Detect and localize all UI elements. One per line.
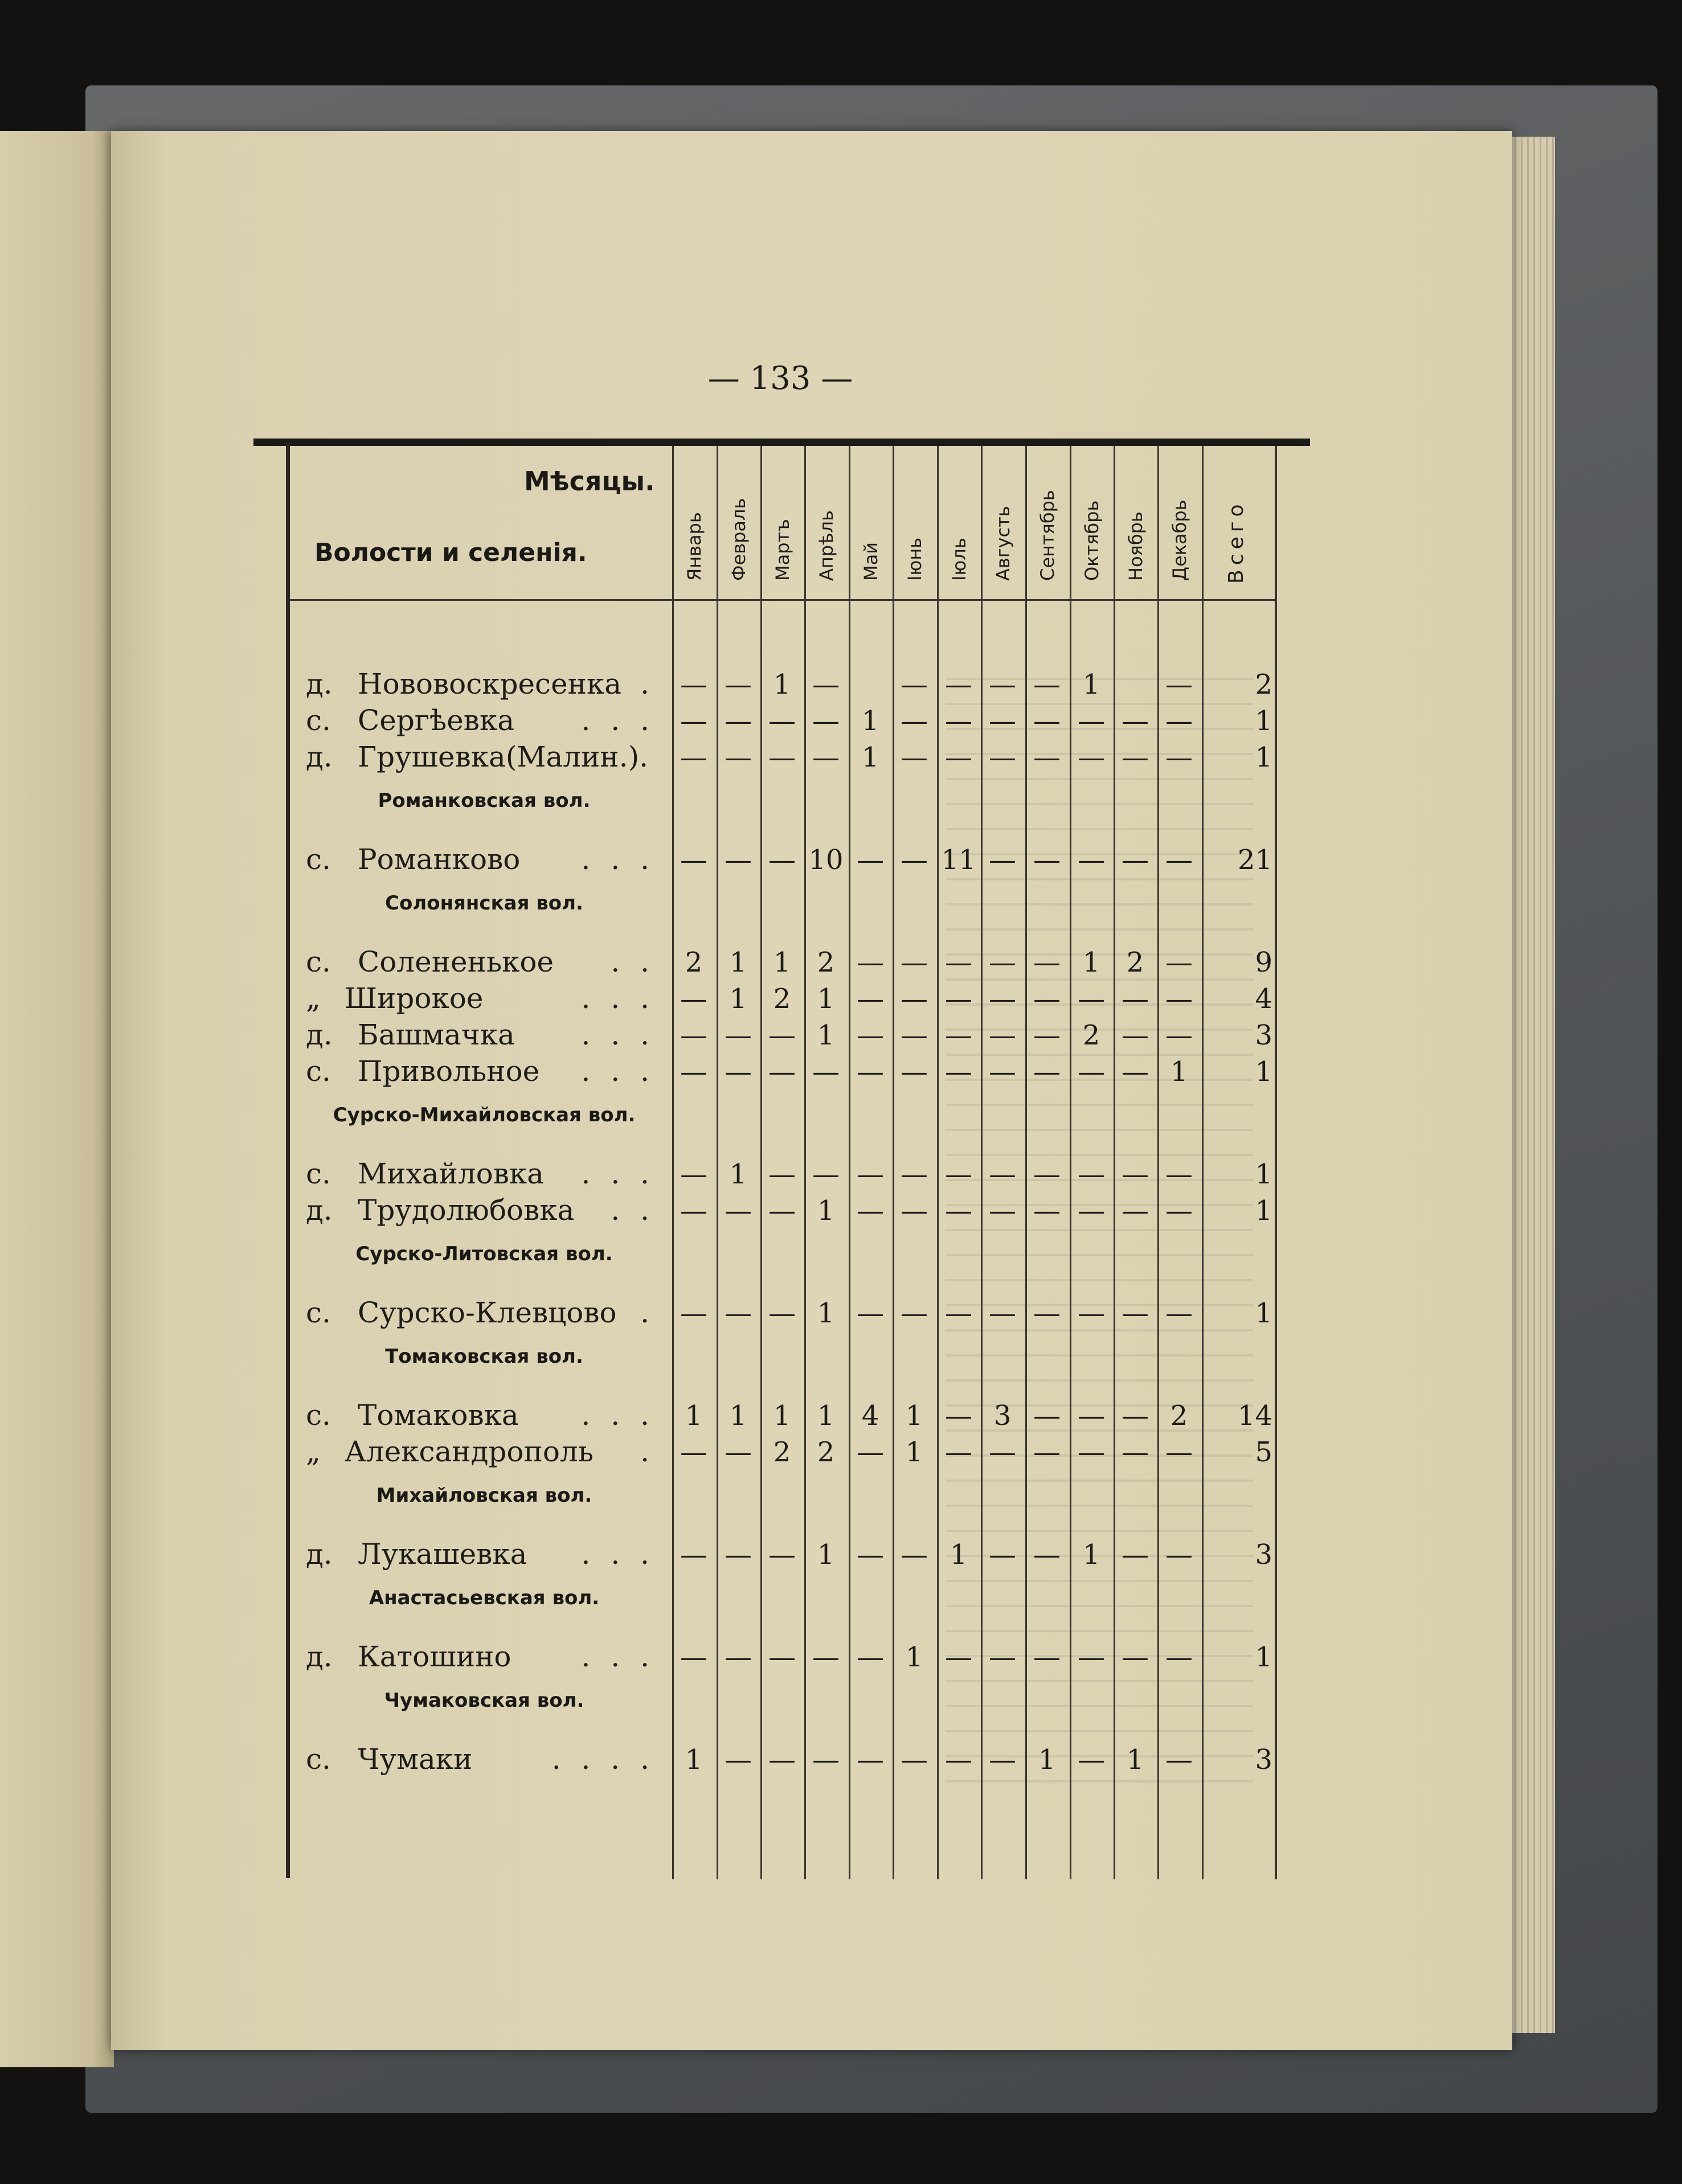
month-cell: — xyxy=(1078,1297,1105,1329)
month-cell: — xyxy=(857,983,884,1015)
month-cell: — xyxy=(857,1056,884,1088)
month-cell: 2 xyxy=(817,1436,835,1468)
row-total: 1 xyxy=(1255,741,1272,773)
village-prefix: с. xyxy=(306,843,331,876)
leader-dots: . . . xyxy=(581,982,655,1015)
page-number: — 133 — xyxy=(707,360,853,397)
month-cell: — xyxy=(768,1158,796,1190)
month-cell: — xyxy=(945,983,972,1015)
month-cell: 11 xyxy=(941,844,976,876)
month-cell: — xyxy=(1122,1400,1149,1432)
month-cell: — xyxy=(768,1539,796,1571)
month-cell: 1 xyxy=(1038,1744,1056,1776)
month-cell: — xyxy=(1033,983,1061,1015)
month-cell: 1 xyxy=(817,983,835,1015)
month-cell: — xyxy=(1165,1744,1193,1776)
month-cell: — xyxy=(901,1539,928,1571)
month-cell: — xyxy=(1033,1158,1061,1190)
month-cell: — xyxy=(989,669,1016,700)
month-cell: — xyxy=(989,1539,1016,1571)
month-cell: 1 xyxy=(817,1019,835,1051)
village-name: Михайловка xyxy=(358,1157,544,1190)
month-cell: — xyxy=(901,946,928,978)
month-cell: 1 xyxy=(773,946,791,978)
month-cell: — xyxy=(945,1297,972,1329)
leader-dots: . . . xyxy=(581,1538,655,1571)
village-name: Сергѣевка xyxy=(358,704,514,737)
row-total: 2 xyxy=(1255,669,1272,700)
month-cell: — xyxy=(768,1297,796,1329)
month-cell: — xyxy=(725,1436,752,1468)
month-cell: — xyxy=(725,741,752,773)
month-header: Іюнь xyxy=(904,537,926,581)
month-cell: — xyxy=(680,741,707,773)
month-cell: — xyxy=(1078,1056,1105,1088)
leader-dots: . . . xyxy=(581,1399,655,1432)
month-cell: 4 xyxy=(861,1400,879,1432)
month-cell: 2 xyxy=(817,946,835,978)
village-name: Чумаки xyxy=(358,1743,473,1776)
month-cell: — xyxy=(989,705,1016,737)
month-cell: — xyxy=(1078,1195,1105,1227)
village-prefix: с. xyxy=(306,945,331,978)
leader-dots: . . . . xyxy=(551,1743,655,1776)
month-cell: 2 xyxy=(1126,946,1144,978)
month-cell: — xyxy=(1122,1056,1149,1088)
month-cell: — xyxy=(725,669,752,700)
month-cell: — xyxy=(1078,705,1105,737)
month-cell: — xyxy=(680,705,707,737)
month-cell: — xyxy=(989,1744,1016,1776)
month-cell: — xyxy=(1165,1641,1193,1673)
month-cell: 1 xyxy=(817,1539,835,1571)
volost-heading: Солонянская вол. xyxy=(385,892,583,915)
month-cell: — xyxy=(1122,1641,1149,1673)
month-cell: 1 xyxy=(1082,1539,1100,1571)
month-header: Декабрь xyxy=(1169,499,1190,581)
month-cell: — xyxy=(768,1744,796,1776)
month-cell: — xyxy=(725,1056,752,1088)
village-prefix: „ xyxy=(306,982,321,1015)
row-total: 5 xyxy=(1255,1436,1272,1468)
month-cell: — xyxy=(680,844,707,876)
month-cell: — xyxy=(768,1019,796,1051)
month-cell: — xyxy=(1033,741,1061,773)
month-cell: — xyxy=(1122,1436,1149,1468)
month-cell: — xyxy=(989,1436,1016,1468)
month-cell: — xyxy=(1078,1641,1105,1673)
month-cell: — xyxy=(945,741,972,773)
month-cell: — xyxy=(680,1539,707,1571)
month-cell: — xyxy=(857,1744,884,1776)
month-cell: — xyxy=(768,1641,796,1673)
month-cell: — xyxy=(1122,741,1149,773)
month-cell: — xyxy=(989,1195,1016,1227)
village-prefix: с. xyxy=(306,1055,331,1088)
month-cell: — xyxy=(1033,1539,1061,1571)
month-cell: — xyxy=(725,1019,752,1051)
month-cell: 1 xyxy=(817,1400,835,1432)
month-cell: — xyxy=(857,1297,884,1329)
column-rule xyxy=(1275,446,1277,1879)
month-cell: — xyxy=(857,1641,884,1673)
month-cell: — xyxy=(989,1641,1016,1673)
month-cell: 1 xyxy=(1082,946,1100,978)
month-cell: 1 xyxy=(905,1436,923,1468)
village-name: Грушевка(Малин.). xyxy=(358,740,649,773)
volost-heading: Томаковская вол. xyxy=(385,1345,583,1368)
row-total: 1 xyxy=(1255,1297,1272,1329)
month-header: Сентябрь xyxy=(1037,490,1058,581)
month-cell: — xyxy=(857,1539,884,1571)
month-cell: — xyxy=(1165,741,1193,773)
month-cell: — xyxy=(1033,669,1061,700)
month-cell: 1 xyxy=(817,1297,835,1329)
month-cell: 1 xyxy=(1170,1056,1188,1088)
month-cell: — xyxy=(1165,669,1193,700)
total-header: Всего xyxy=(1225,499,1248,584)
month-cell: — xyxy=(1033,844,1061,876)
month-cell: 1 xyxy=(861,741,879,773)
month-cell: 1 xyxy=(685,1400,703,1432)
rows-title: Волости и селенія. xyxy=(314,538,587,567)
month-cell: — xyxy=(1165,1436,1193,1468)
leader-dots: . . . xyxy=(581,1018,655,1051)
village-prefix: с. xyxy=(306,1296,331,1329)
month-cell: — xyxy=(680,1297,707,1329)
month-cell: — xyxy=(1122,1195,1149,1227)
month-header: Февраль xyxy=(728,498,750,581)
month-cell: — xyxy=(857,844,884,876)
leader-dots: . . xyxy=(611,945,655,978)
village-prefix: д. xyxy=(306,740,333,773)
village-name: Широкое xyxy=(345,982,484,1015)
month-cell: — xyxy=(989,983,1016,1015)
month-cell: — xyxy=(901,983,928,1015)
month-cell: — xyxy=(1165,1019,1193,1051)
leader-dots: . . . xyxy=(581,1157,655,1190)
village-name: Катошино xyxy=(358,1640,511,1673)
row-total: 21 xyxy=(1237,844,1272,876)
month-cell: — xyxy=(725,705,752,737)
month-cell: — xyxy=(680,983,707,1015)
header-rule xyxy=(290,599,1275,601)
village-name: Романково xyxy=(358,843,521,876)
month-cell: 1 xyxy=(1126,1744,1144,1776)
month-cell: — xyxy=(1078,741,1105,773)
month-cell: — xyxy=(1033,705,1061,737)
month-cell: — xyxy=(812,741,840,773)
village-name: Сурско-Клевцово xyxy=(358,1296,617,1329)
month-cell: — xyxy=(680,1641,707,1673)
month-cell: 1 xyxy=(905,1641,923,1673)
month-cell: — xyxy=(1122,1297,1149,1329)
month-cell: — xyxy=(1033,1641,1061,1673)
month-cell: 1 xyxy=(817,1195,835,1227)
month-cell: — xyxy=(1122,983,1149,1015)
month-cell: — xyxy=(725,844,752,876)
month-cell: — xyxy=(1078,1400,1105,1432)
table-top-rule xyxy=(253,439,1310,446)
leader-dots: . . . xyxy=(581,1055,655,1088)
month-cell: — xyxy=(857,1195,884,1227)
month-cell: — xyxy=(945,1436,972,1468)
leader-dots: . . . xyxy=(581,843,655,876)
month-cell: — xyxy=(857,1019,884,1051)
month-cell: — xyxy=(1165,1539,1193,1571)
month-cell: — xyxy=(989,1019,1016,1051)
month-cell: — xyxy=(857,1158,884,1190)
month-cell: — xyxy=(1122,1158,1149,1190)
month-cell: — xyxy=(725,1744,752,1776)
month-cell: — xyxy=(945,1158,972,1190)
month-cell: — xyxy=(768,1056,796,1088)
month-cell: — xyxy=(1078,844,1105,876)
month-cell: — xyxy=(812,669,840,700)
month-cell: — xyxy=(1033,1056,1061,1088)
month-cell: 1 xyxy=(773,1400,791,1432)
village-name: Трудолюбовка xyxy=(358,1194,575,1227)
month-cell: — xyxy=(1033,1195,1061,1227)
village-name: Нововоскресенка xyxy=(358,667,622,700)
month-cell: — xyxy=(812,705,840,737)
row-total: 3 xyxy=(1255,1744,1272,1776)
month-cell: — xyxy=(1033,1436,1061,1468)
month-cell: — xyxy=(812,1158,840,1190)
month-cell: — xyxy=(1165,1297,1193,1329)
month-header: Августь xyxy=(992,506,1014,581)
table-left-rule xyxy=(286,443,290,1878)
month-cell: — xyxy=(812,1744,840,1776)
leader-dots: . xyxy=(640,1435,655,1468)
month-cell: 1 xyxy=(729,946,747,978)
volost-heading: Михайловская вол. xyxy=(376,1484,592,1507)
row-total: 4 xyxy=(1255,983,1272,1015)
month-cell: 1 xyxy=(729,1158,747,1190)
leader-dots: . . xyxy=(611,1194,655,1227)
month-cell: — xyxy=(1078,1744,1105,1776)
month-cell: — xyxy=(768,705,796,737)
row-total: 1 xyxy=(1255,705,1272,737)
village-prefix: „ xyxy=(306,1435,321,1468)
facing-page xyxy=(0,131,114,2067)
village-prefix: д. xyxy=(306,1538,333,1571)
month-cell: — xyxy=(1122,1019,1149,1051)
month-cell: — xyxy=(1078,1158,1105,1190)
month-cell: — xyxy=(945,669,972,700)
month-cell: — xyxy=(989,1297,1016,1329)
village-name: Томаковка xyxy=(358,1399,519,1432)
month-cell: — xyxy=(901,1056,928,1088)
month-cell: — xyxy=(1122,1539,1149,1571)
month-cell: — xyxy=(680,1056,707,1088)
month-cell: — xyxy=(945,1744,972,1776)
month-cell: — xyxy=(989,946,1016,978)
month-cell: — xyxy=(725,1297,752,1329)
month-cell: 2 xyxy=(773,983,791,1015)
row-total: 1 xyxy=(1255,1195,1272,1227)
month-cell: 1 xyxy=(950,1539,968,1571)
month-cell: — xyxy=(680,669,707,700)
month-cell: — xyxy=(1033,1297,1061,1329)
month-cell: 1 xyxy=(729,1400,747,1432)
volost-heading: Сурско-Литовская вол. xyxy=(355,1243,613,1265)
month-cell: — xyxy=(901,1744,928,1776)
village-name: Лукашевка xyxy=(358,1538,527,1571)
month-cell: — xyxy=(680,1195,707,1227)
month-cell: 1 xyxy=(905,1400,923,1432)
village-prefix: с. xyxy=(306,1157,331,1190)
volost-heading: Сурско-Михайловская вол. xyxy=(333,1104,636,1126)
village-prefix: с. xyxy=(306,704,331,737)
month-cell: — xyxy=(812,1641,840,1673)
month-cell: — xyxy=(680,1158,707,1190)
month-cell: — xyxy=(1122,844,1149,876)
month-cell: — xyxy=(768,1195,796,1227)
month-cell: — xyxy=(1078,983,1105,1015)
month-header: Ноябрь xyxy=(1125,511,1147,581)
month-cell: — xyxy=(901,1195,928,1227)
row-total: 3 xyxy=(1255,1539,1272,1571)
village-name: Александрополь xyxy=(345,1435,594,1468)
month-cell: — xyxy=(812,1056,840,1088)
month-cell: — xyxy=(901,669,928,700)
month-header: Апрѣль xyxy=(816,510,837,581)
month-cell: — xyxy=(680,1436,707,1468)
month-cell: — xyxy=(1165,1195,1193,1227)
row-total: 1 xyxy=(1255,1158,1272,1190)
month-cell: — xyxy=(1165,946,1193,978)
month-cell: — xyxy=(1033,946,1061,978)
month-cell: — xyxy=(1122,705,1149,737)
village-prefix: д. xyxy=(306,1640,333,1673)
leader-dots: . . . xyxy=(581,1640,655,1673)
month-header: Октябрь xyxy=(1081,500,1103,581)
month-cell: 1 xyxy=(773,669,791,700)
month-cell: 3 xyxy=(993,1400,1012,1432)
month-cell: 2 xyxy=(685,946,703,978)
month-cell: 2 xyxy=(1082,1019,1100,1051)
month-cell: — xyxy=(901,1019,928,1051)
volost-heading: Романковская вол. xyxy=(378,789,591,812)
row-total: 14 xyxy=(1237,1400,1272,1432)
month-cell: 1 xyxy=(861,705,879,737)
month-cell: — xyxy=(725,1195,752,1227)
row-total: 1 xyxy=(1255,1641,1272,1673)
row-total: 1 xyxy=(1255,1056,1272,1088)
month-cell: — xyxy=(1033,1400,1061,1432)
village-prefix: с. xyxy=(306,1743,331,1776)
month-cell: — xyxy=(989,1056,1016,1088)
month-cell: — xyxy=(680,1019,707,1051)
month-cell: — xyxy=(901,1158,928,1190)
month-cell: 1 xyxy=(685,1744,703,1776)
leader-dots: . . . xyxy=(581,704,655,737)
month-cell: 10 xyxy=(808,844,844,876)
village-prefix: д. xyxy=(306,667,333,700)
month-cell: — xyxy=(901,741,928,773)
month-cell: — xyxy=(768,741,796,773)
leader-dots: . xyxy=(640,1296,655,1329)
village-prefix: с. xyxy=(306,1399,331,1432)
month-cell: 2 xyxy=(1170,1400,1188,1432)
month-cell: — xyxy=(1165,844,1193,876)
month-cell: — xyxy=(1165,983,1193,1015)
volost-heading: Чумаковская вол. xyxy=(384,1689,584,1712)
month-cell: — xyxy=(857,1436,884,1468)
month-cell: — xyxy=(725,1641,752,1673)
month-cell: — xyxy=(725,1539,752,1571)
volost-heading: Анастасьевская вол. xyxy=(369,1587,600,1609)
month-cell: — xyxy=(901,1297,928,1329)
month-cell: — xyxy=(945,946,972,978)
month-cell: 1 xyxy=(1082,669,1100,700)
month-header: Іюль xyxy=(948,538,970,581)
month-header: Мартъ xyxy=(772,519,793,581)
month-cell: — xyxy=(1033,1019,1061,1051)
months-title: Мѣсяцы. xyxy=(524,466,655,497)
month-header: Май xyxy=(860,542,882,581)
column-rule xyxy=(1202,446,1204,1879)
village-prefix: д. xyxy=(306,1194,333,1227)
month-cell: — xyxy=(1165,1158,1193,1190)
month-cell: — xyxy=(945,1641,972,1673)
village-prefix: д. xyxy=(306,1018,333,1051)
month-cell: — xyxy=(901,844,928,876)
month-cell: — xyxy=(1078,1436,1105,1468)
month-cell: — xyxy=(768,844,796,876)
month-cell: — xyxy=(901,705,928,737)
row-total: 3 xyxy=(1255,1019,1272,1051)
month-cell: — xyxy=(989,1158,1016,1190)
month-cell: 2 xyxy=(773,1436,791,1468)
month-cell: — xyxy=(989,741,1016,773)
month-cell: — xyxy=(945,1400,972,1432)
month-cell: — xyxy=(945,705,972,737)
leader-dots: . xyxy=(640,667,655,700)
month-header: Январь xyxy=(684,512,705,581)
month-cell: — xyxy=(945,1195,972,1227)
village-name: Башмачка xyxy=(358,1018,515,1051)
village-name: Солененькое xyxy=(358,945,554,978)
month-cell: 1 xyxy=(729,983,747,1015)
month-cell: — xyxy=(1165,705,1193,737)
village-name: Привольное xyxy=(358,1055,540,1088)
month-cell: — xyxy=(945,1056,972,1088)
row-total: 9 xyxy=(1255,946,1272,978)
month-cell: — xyxy=(857,946,884,978)
month-cell: — xyxy=(989,844,1016,876)
month-cell: — xyxy=(945,1019,972,1051)
